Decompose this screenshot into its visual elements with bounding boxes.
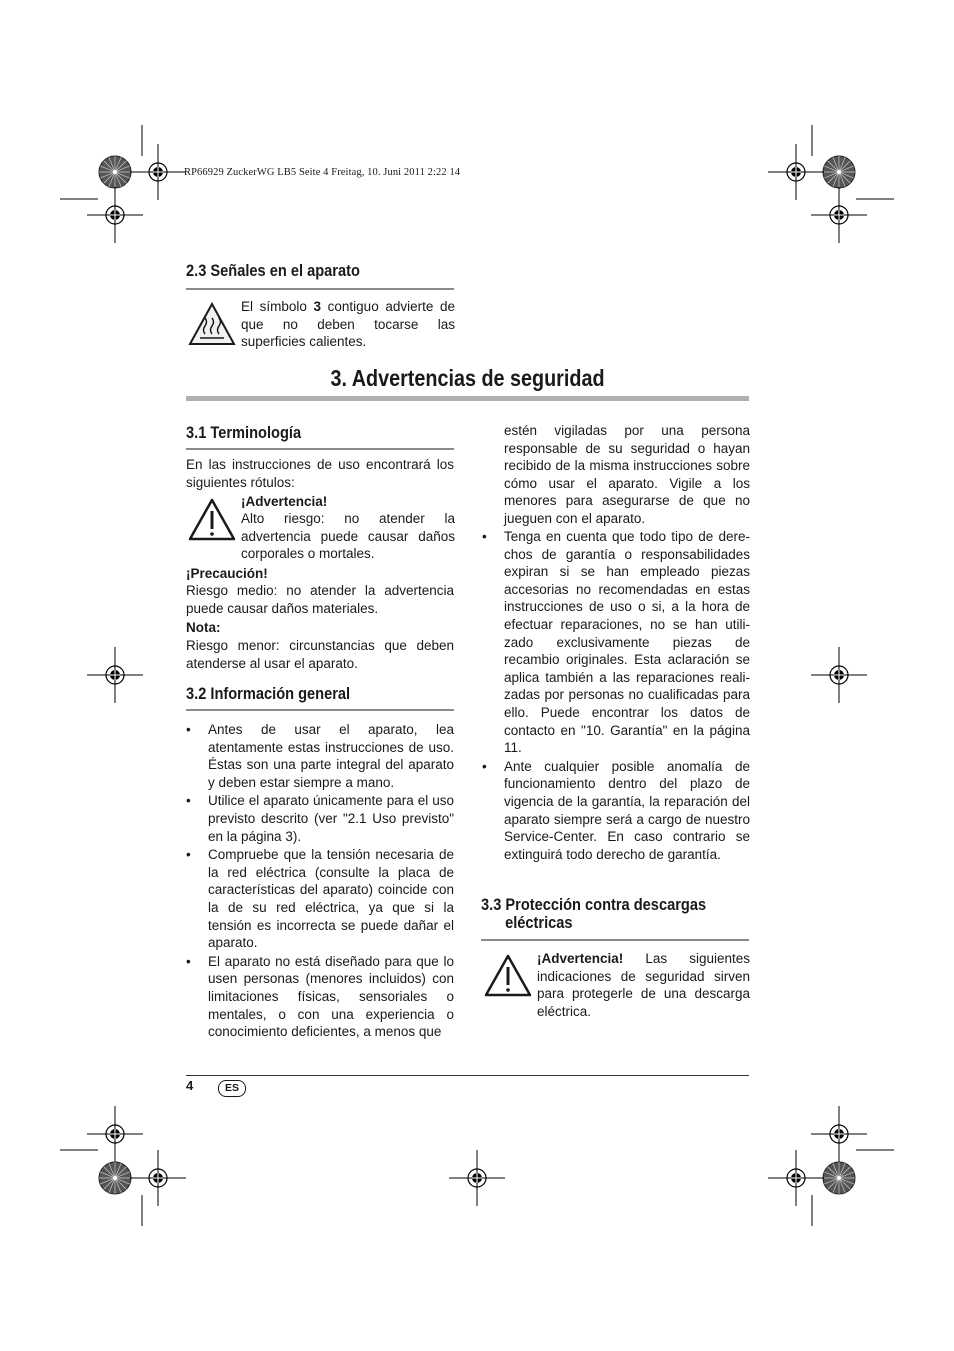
general-info-list-continued <box>482 528 750 864</box>
section-2-3-text: El símbolo 3 contiguo advierte de que no deben tocarse las superficies calientes. <box>241 299 455 350</box>
list-item: • Ante cualquier posible anomalía de funcionamiento dentro del plazo de vigencia de la garantía, la reparación del aparato siempre será a cargo de nuestro Service-Center. En caso contrario se extinguirá todo derecho de garantía. <box>482 758 750 864</box>
section-2-3-heading: 2.3 Señales en el aparato <box>186 261 360 280</box>
warning-triangle-icon <box>188 497 236 541</box>
general-info-list <box>186 721 454 1042</box>
section-divider <box>186 288 454 290</box>
list-item: • Utilice el aparato únicamente para el uso previsto descrito (ver "2.1 Uso previsto" en la página 3). <box>186 792 454 845</box>
terminology-intro: En las instrucciones de uso encontrará los siguientes rótulos: <box>186 457 454 490</box>
caution-label: ¡Precaución! <box>186 566 268 581</box>
print-info: RP66929 ZuckerWG LB5 Seite 4 Freitag, 10. Juni 2011 2:22 14 <box>184 167 461 178</box>
chapter-title-bar <box>186 396 749 401</box>
list-item: • El aparato no está diseñado para que lo usen personas (menores incluidos) con limitaciones físicas, sensoriales o mentales, o con una experiencia o conocimiento deficientes, a menos que <box>186 953 454 1041</box>
note-label: Nota: <box>186 620 221 635</box>
warning-label: ¡Advertencia! <box>241 494 328 509</box>
list-item-continuation: estén vigiladas por una persona responsable de su seguridad o hayan recibido de la misma instrucciones sobre cómo usar el aparato. Vigile a los menores para asegurarse de que no jueguen con el aparato. <box>504 423 750 526</box>
electric-warning: ¡Advertencia! Las siguientes indicaciones de seguridad sirven para protegerle de una descarga eléctrica. <box>537 951 750 1019</box>
section-3-2-heading: 3.2 Información general <box>186 684 351 703</box>
warning-triangle-icon <box>484 953 532 997</box>
warning-text: Alto riesgo: no atender la advertencia puede causar daños corporales o mortales. <box>241 511 455 562</box>
note-text: Riesgo menor: circunstancias que deben atenderse al usar el aparato. <box>186 638 454 671</box>
section-3-1-heading: 3.1 Terminología <box>186 423 302 442</box>
section-divider <box>481 939 749 941</box>
chapter-title: 3. Advertencias de seguridad <box>330 365 605 391</box>
section-3-3-heading: 3.3 Protección contra descargas eléctricas <box>481 895 707 932</box>
caution-text: Riesgo medio: no atender la advertencia puede causar daños materiales. <box>186 583 454 616</box>
section-divider <box>186 448 454 450</box>
footer-rule <box>186 1075 749 1076</box>
section-divider <box>186 709 454 711</box>
list-item: • Compruebe que la tensión necesaria de la red eléctrica (consulte la placa de características del aparato) coincide con la de su red eléctrica, ya que si la tensión es incorrecta se puede dañar el aparato. <box>186 846 454 952</box>
hot-surface-warning-icon <box>188 301 236 346</box>
page-number: 4 <box>186 1078 194 1093</box>
list-item: • Antes de usar el aparato, lea atentamente estas instrucciones de uso. Éstas son una parte integral del aparato y deben estar siempre a mano. <box>186 721 454 791</box>
language-badge: ES <box>218 1080 246 1097</box>
list-item: • Tenga en cuenta que todo tipo de dere-chos de garantía o responsabilidades expiran si se han empleado piezas accesorias no recomendadas en estas instrucciones de uso o si, a la hora de efectuar reparaciones, no se han utili-zado exclusivamente piezas de recambio originales. Esta aclaración se aplica también a las reparaciones reali-zadas por personas no cualificadas para ello. Puede encontrar los datos de contacto en "10. Garantía" en la página 11. <box>482 528 750 757</box>
